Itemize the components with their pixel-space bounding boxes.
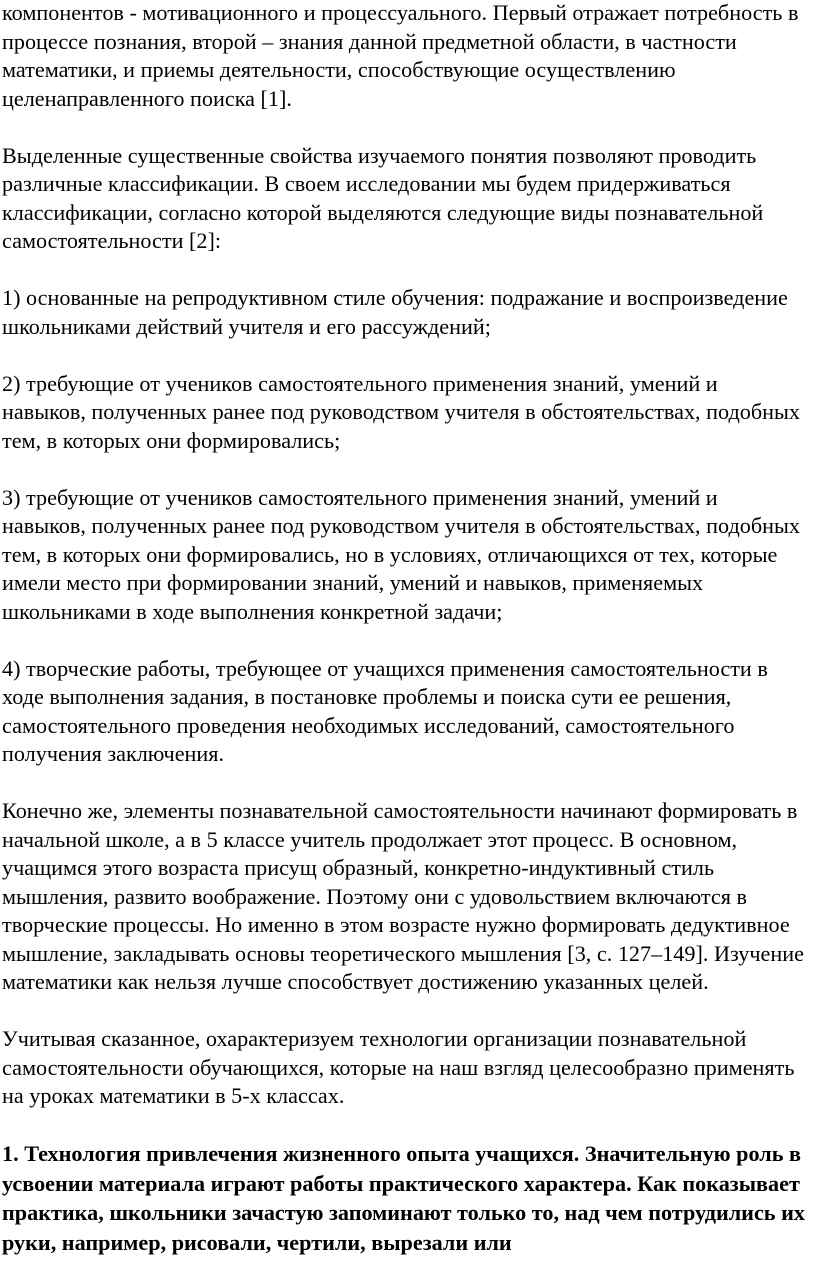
list-item-2-application: 2) требующие от учеников самостоятельного применения знаний, умений и навыков, полученных ранее под руководством учителя в обстоятельствах, подобных тем, в которых они формировались; [2, 370, 801, 453]
list-item-3-new-conditions: 3) требующие от учеников самостоятельного применения знаний, умений и навыков, полученных ранее под руководством учителя в обстоятельствах, подобных тем, в которых они формировались, но в условиях, отличающихся от тех, которые имели место при формировании знаний, умений и навыков, применяемых школьниками в ходе выполнения конкретной задачи; [2, 484, 801, 624]
paragraph-technologies-intro: Учитывая сказанное, охарактеризуем технологии организации познавательной самостоятельности обучающихся, которые на наш взгляд целесообразно применять на уроках математики в 5-х классах. [2, 1026, 795, 1108]
paragraph-intro-components: компонентов - мотивационного и процессуального. Первый отражает потребность в процессе познания, второй – знания данной предметной области, в частности математики, и приемы деятельности, способствующие осуществлению целенаправленного поиска [1]. [2, 0, 799, 111]
paragraph-primary-school: Конечно же, элементы познавательной самостоятельности начинают формировать в начальной школе, а в 5 классе учитель продолжает этот процесс. В основном, учащимся этого возраста присущ образный, конкретно-индуктивный стиль мышления, развито воображение. Поэтому они с удовольствием включаются в творческие процессы. Но именно в этом возрасте нужно формировать дедуктивное мышление, закладывать основы теоретического мышления [3, с. 127–149]. Изучение математики как нельзя лучше способствует достижению указанных целей. [2, 798, 804, 994]
list-item-4-creative: 4) творческие работы, требующее от учащихся применения самостоятельности в ходе выполнения задания, в постановке проблемы и поиска сути ее решения, самостоятельного проведения необходимых исследований, самостоятельного получения заключения. [2, 655, 768, 766]
paragraph-classifications: Выделенные существенные свойства изучаемого понятия позволяют проводить различные классификации. В своем исследовании мы будем придерживаться классификации, согласно которой выделяются следующие виды познавательной самостоятельности [2]: [2, 142, 764, 253]
paragraph-technology-1-bold: 1. Технология привлечения жизненного опыта учащихся. Значительную роль в усвоении материала играют работы практического характера. Как показывает практика, школьники зачастую запоминают только то, над чем потрудились их руки, например, рисовали, чертили, вырезали или [2, 1141, 805, 1255]
list-item-1-reproductive: 1) основанные на репродуктивном стиле обучения: подражание и воспроизведение школьниками действий учителя и его рассуждений; [2, 285, 788, 339]
